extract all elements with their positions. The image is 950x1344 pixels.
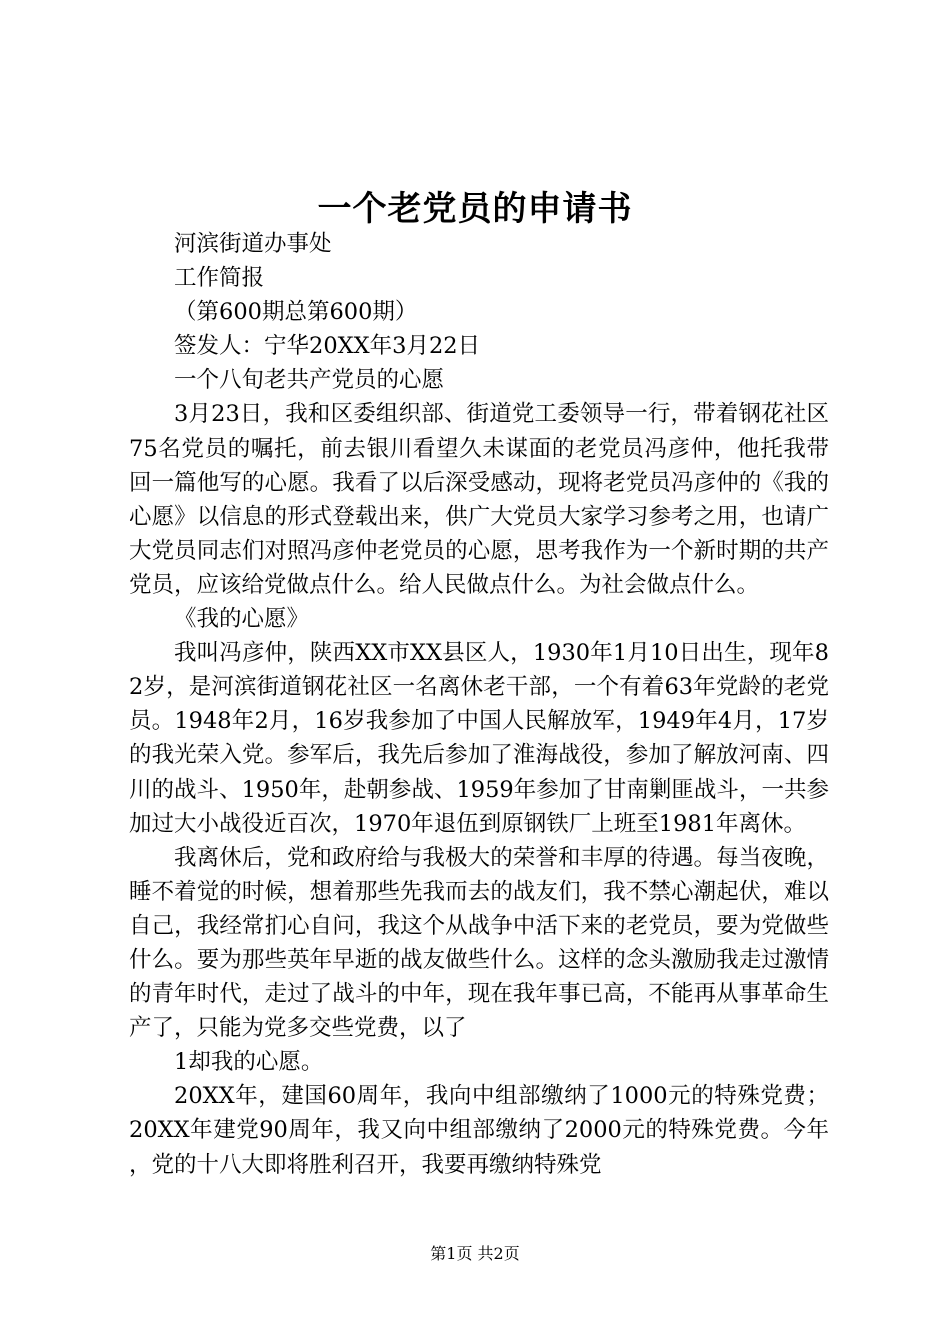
document-title: 一个老党员的申请书 [317,189,633,229]
paragraph-issuer: 河滨街道办事处 [174,231,332,257]
paragraph-subtitle: 一个八旬老共产党员的心愿 [174,367,445,394]
document-body [129,227,829,1182]
paragraph-reflection: 我离休后，党和政府给与我极大的荣誉和丰厚的待遇。每当夜晚，睡不着觉的时候，想着那些先我而去的战友们，我不禁心潮起伏，难以自己，我经常扪心自问，我这个从战争中活下来的老党员，要为党做些什么。要为那些英年早逝的战友做些什么。这样的念头激励我走过激情的青年时代，走过了战斗的中年，现在我年事已高，不能再从事革命生产了，只能为党多交些党费，以了 [129,844,829,1042]
paragraph-intro: 3月23日，我和区委组织部、街道党工委领导一行，带着钢花社区75名党员的嘱托，前去银川看望久未谋面的老党员冯彦仲，他托我带回一篇他写的心愿。我看了以后深受感动，现将老党员冯彦仲的《我的心愿》以信息的形式登载出来，供广大党员大家学习参考之用，也请广大党员同志们对照冯彦仲老党员的心愿，思考我作为一个新时期的共产党员，应该给党做点什么。给人民做点什么。为社会做点什么。 [129,401,829,598]
paragraph-bulletin-name: 工作简报 [174,265,265,292]
paragraph-signer: 签发人：宁华20XX年3月22日 [174,333,481,360]
page-footer: 第1页 共2页 [430,1244,520,1263]
paragraph-donations: 20XX年，建国60周年，我向中组部缴纳了1000元的特殊党费；20XX年建党90周年，我又向中组部缴纳了2000元的特殊党费。今年，党的十八大即将胜利召开，我要再缴纳特殊党 [129,1083,829,1178]
paragraph-wish: 1却我的心愿。 [174,1049,324,1076]
paragraph-biography: 我叫冯彦仲，陕西XX市XX县区人，1930年1月10日出生，现年82岁，是河滨街道钢花社区一名离休老干部，一个有着63年党龄的老党员。1948年2月，16岁我参加了中国人民解放军，1949年4月，17岁的我光荣入党。参军后，我先后参加了淮海战役，参加了解放河南、四川的战斗、1950年，赴朝参战、1959年参加了甘南剿匪战斗，一共参加过大小战役近百次，1970年退伍到原钢铁厂上班至1981年离休。 [129,640,829,837]
paragraph-section-title: 《我的心愿》 [174,606,310,633]
paragraph-issue-number: （第600期总第600期） [174,299,418,326]
